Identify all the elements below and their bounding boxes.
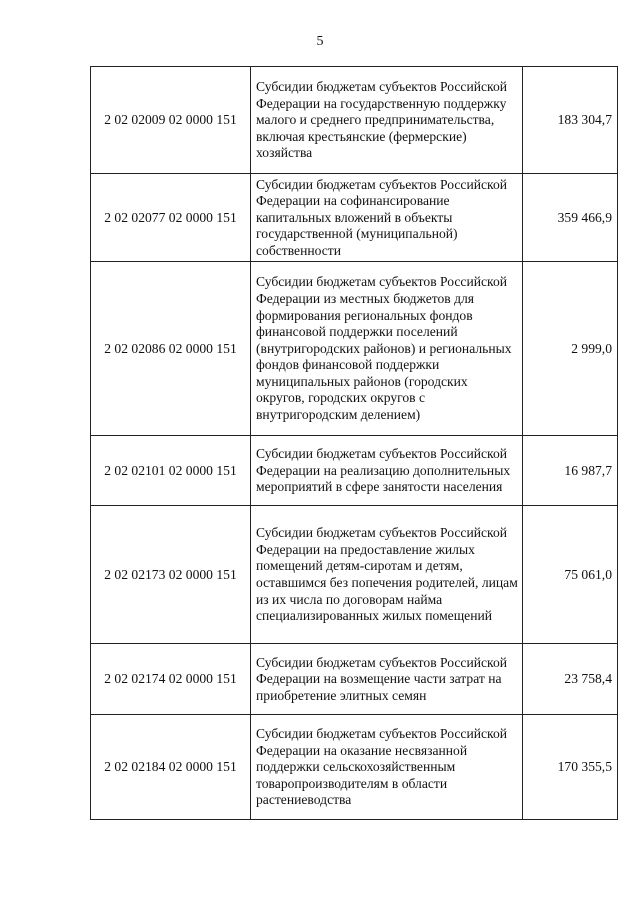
description-cell: Субсидии бюджетам субъектов Российской Федерации из местных бюджетов для формирования региональных фондов финансовой поддержки поселений (внутригородских районов) и региональных фондов финансовой поддержки муниципальных районов (городских округов, городских округов с внутригородским делением) <box>251 262 523 436</box>
description-cell: Субсидии бюджетам субъектов Российской Федерации на государственную поддержку малого и среднего предпринимательства, включая крестьянские (фермерские) хозяйства <box>251 67 523 174</box>
budget-code-cell: 2 02 02184 02 0000 151 <box>91 715 251 820</box>
budget-code-cell: 2 02 02173 02 0000 151 <box>91 506 251 644</box>
description-cell: Субсидии бюджетам субъектов Российской Федерации на софинансирование капитальных вложений в объекты государственной (муниципальной) собственности <box>251 174 523 262</box>
table-row <box>91 644 618 715</box>
description-cell: Субсидии бюджетам субъектов Российской Федерации на предоставление жилых помещений детям-сиротам и детям, оставшимся без попечения родителей, лицам из их числа по договорам найма специализированных жилых помещений <box>251 506 523 644</box>
budget-code-cell: 2 02 02101 02 0000 151 <box>91 436 251 506</box>
budget-revenue-table <box>90 66 618 820</box>
table-row <box>91 715 618 820</box>
amount-cell: 16 987,7 <box>523 436 618 506</box>
amount-cell: 183 304,7 <box>523 67 618 174</box>
budget-code-cell: 2 02 02174 02 0000 151 <box>91 644 251 715</box>
table-row <box>91 436 618 506</box>
description-cell: Субсидии бюджетам субъектов Российской Федерации на оказание несвязанной поддержки сельскохозяйственным товаропроизводителям в области растениеводства <box>251 715 523 820</box>
budget-code-cell: 2 02 02077 02 0000 151 <box>91 174 251 262</box>
amount-cell: 170 355,5 <box>523 715 618 820</box>
table-row <box>91 174 618 262</box>
amount-cell: 23 758,4 <box>523 644 618 715</box>
table-row <box>91 67 618 174</box>
amount-cell: 75 061,0 <box>523 506 618 644</box>
description-cell: Субсидии бюджетам субъектов Российской Федерации на реализацию дополнительных мероприятий в сфере занятости населения <box>251 436 523 506</box>
amount-cell: 2 999,0 <box>523 262 618 436</box>
table-row <box>91 506 618 644</box>
budget-code-cell: 2 02 02086 02 0000 151 <box>91 262 251 436</box>
budget-code-cell: 2 02 02009 02 0000 151 <box>91 67 251 174</box>
description-cell: Субсидии бюджетам субъектов Российской Федерации на возмещение части затрат на приобретение элитных семян <box>251 644 523 715</box>
table-row <box>91 262 618 436</box>
page-number: 5 <box>316 34 324 49</box>
amount-cell: 359 466,9 <box>523 174 618 262</box>
